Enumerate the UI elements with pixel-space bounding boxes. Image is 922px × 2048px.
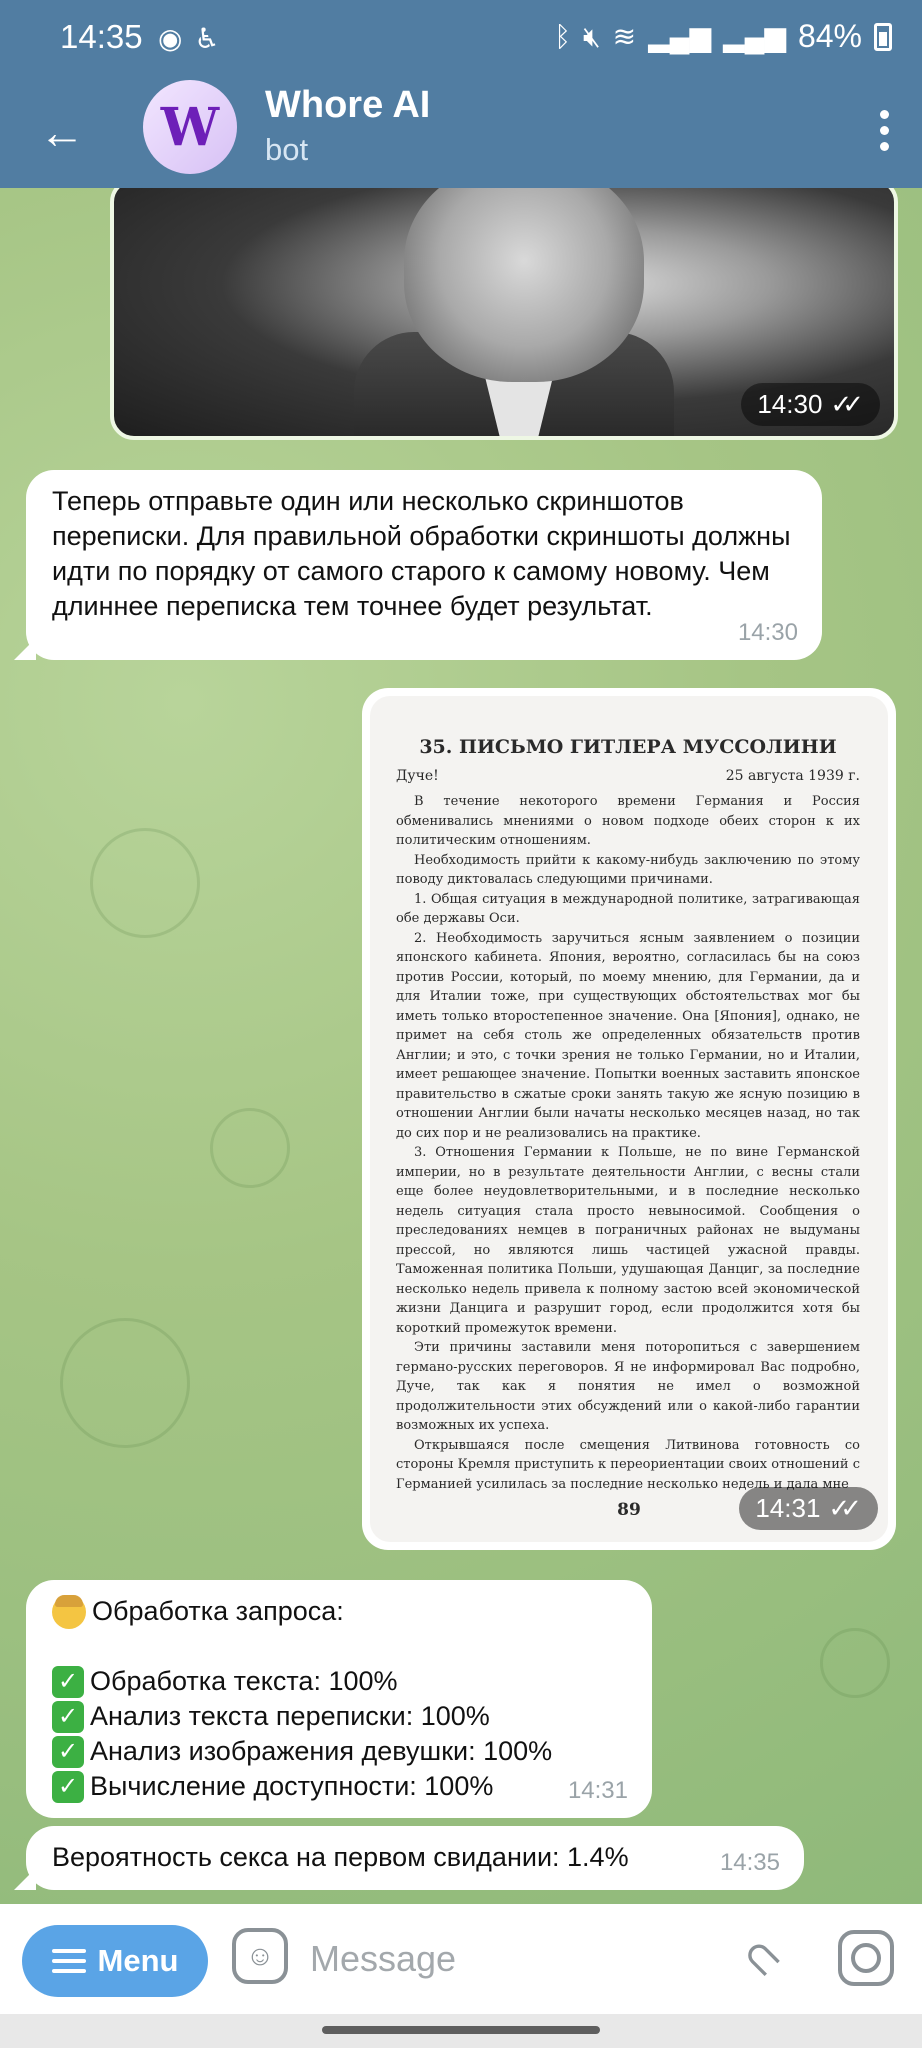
check-mark-icon: ✓ <box>52 1666 84 1698</box>
background-doodle <box>210 1108 290 1188</box>
chat-header <box>0 76 922 188</box>
wifi-icon: ≋ <box>612 20 637 52</box>
document-paragraph: Открывшаяся после смещения Литвинова готовность со стороны Кремля приступить к переориентации своих отношений с Германией усилилась за последние несколько недель и дала мне <box>396 1437 860 1492</box>
document-paragraph: 1. Общая ситуация в международной политике, затрагивающая обе державы Оси. <box>396 891 860 926</box>
status-time: 14:35 <box>60 18 143 55</box>
message-input-bar <box>0 1904 922 2014</box>
bot-logo: W <box>160 96 220 158</box>
message-time: 14:30 ✓✓ <box>741 383 880 426</box>
bluetooth-icon: ᛒ <box>554 20 572 52</box>
document-date: 25 августа 1939 г. <box>725 768 860 784</box>
background-doodle <box>60 1318 190 1448</box>
document-paragraph: 3. Отношения Германии к Польше, не по вине Германской империи, но в результате деятельности Англии, с весны стали еще более неудовлетворительными, и в последние несколько недель ситуация стала просто невыносимой. Сообщения о преследованиях немцев в пограничных районах не выдуманы прессой, но являются лишь частицей ужасной правды. Таможенная политика Польши, удушающая Данциг, за последние несколько недель привела к полному застою всей экономической жизни Данцига и разрушит город, если продолжится хотя бы короткий промежуток времени. <box>396 1145 860 1336</box>
check-mark-icon: ✓ <box>52 1701 84 1733</box>
home-gesture-handle[interactable] <box>322 2026 600 2034</box>
document-salutation: Дуче! <box>396 768 439 784</box>
signal-icon: ▂▄▆ <box>648 20 712 52</box>
menu-button[interactable] <box>22 1925 208 1997</box>
document-image-message[interactable] <box>362 688 896 1550</box>
double-check-icon: ✓✓ <box>828 1493 852 1523</box>
chat-subtitle: bot <box>265 132 309 167</box>
photo-figure-face <box>404 188 644 382</box>
status-line: Анализ текста переписки: 100% <box>90 1701 490 1731</box>
incoming-message[interactable] <box>26 470 822 660</box>
check-mark-icon: ✓ <box>52 1736 84 1768</box>
status-bar <box>0 0 922 76</box>
back-arrow-icon[interactable]: ← <box>39 106 85 158</box>
document-page <box>370 696 888 1542</box>
paperclip-icon[interactable]: ⊂ <box>730 1924 796 1990</box>
check-mark-icon: ✓ <box>52 1771 84 1803</box>
status-line: Обработка текста: 100% <box>90 1666 398 1696</box>
message-text: Теперь отправьте один или несколько скриншотов переписки. Для правильной обработки скриншоты должны идти по порядку от самого старого к самому новому. Чем длиннее переписка тем точнее будет результат. <box>52 486 791 621</box>
double-check-icon: ✓✓ <box>830 389 854 419</box>
incoming-message[interactable] <box>26 1580 652 1818</box>
avatar[interactable] <box>143 80 237 174</box>
message-time: 14:35 <box>719 1849 780 1876</box>
message-time: 14:31 <box>567 1777 628 1804</box>
signal-icon-2: ▂▄▆ <box>723 20 786 52</box>
accessibility-icon: ♿ <box>194 23 220 54</box>
person-emoji-icon <box>52 1595 86 1629</box>
bubble-tail <box>14 1868 36 1890</box>
photo-message[interactable] <box>110 188 898 440</box>
headset-icon: ◉ <box>158 23 183 54</box>
document-title: 35. ПИСЬМО ГИТЛЕРА МУССОЛИНИ <box>419 736 837 758</box>
status-line: Анализ изображения девушки: 100% <box>90 1736 553 1766</box>
more-options-icon[interactable] <box>864 100 904 160</box>
camera-icon[interactable] <box>838 1930 894 1986</box>
document-page-number: 89 <box>617 1500 641 1520</box>
document-paragraph: Необходимость прийти к какому-нибудь заключению по этому поводу диктовалась следующими причинами. <box>396 852 860 887</box>
background-doodle <box>820 1628 890 1698</box>
sticker-icon[interactable]: ☺ <box>232 1928 288 1984</box>
incoming-message[interactable] <box>26 1826 804 1890</box>
chat-area[interactable] <box>0 188 922 1904</box>
menu-button-label: Menu <box>97 1943 179 1978</box>
status-line: Вычисление доступности: 100% <box>90 1771 494 1801</box>
document-paragraph: В течение некоторого времени Германия и Россия обменивались мнениями о новом подходе обеих сторон к их политическим отношениям. <box>396 794 860 848</box>
message-time: 14:31 ✓✓ <box>739 1487 878 1530</box>
hamburger-icon <box>52 1949 86 1973</box>
document-paragraph: 2. Необходимость заручиться ясным заявлением о позиции японского кабинета. Япония, вероятно, согласилась бы на союз против России, который, по моему мнению, для Германии, да и для Италии тоже, при существующих обстоятельствах мог бы иметь только второстепенное значение. Она [Япония], однако, не примет на себя столь же определенных обязательств против Англии; и это, с точки зрения не только Германии, но и Италии, имеет решающее значение. Попытки военных заставить японское правительство в сжатые сроки занять такую же ясную позицию в отношении Англии были начаты несколько месяцев назад, но так до сих пор и не реализовались на практике. <box>396 930 860 1141</box>
battery-percent: 84% <box>797 18 862 54</box>
mute-icon: 🔇︎ <box>583 20 601 52</box>
message-time: 14:30 <box>737 619 798 646</box>
status-heading: Обработка запроса: <box>92 1596 344 1626</box>
battery-icon <box>874 23 892 51</box>
system-nav-bar <box>0 2014 922 2048</box>
document-paragraph: Эти причины заставили меня поторопиться с завершением германо-русских переговоров. Я не информировал Вас подробно, Дуче, так как я понятия не имел о возможной продолжительности этих обсуждений или о какой-либо гарантии возможных их успеха. <box>396 1340 860 1433</box>
chat-title[interactable]: Whore AI <box>265 84 431 126</box>
message-text: Вероятность секса на первом свидании: 1.4% <box>52 1842 629 1872</box>
message-input[interactable] <box>310 1924 710 1994</box>
background-doodle <box>90 828 200 938</box>
